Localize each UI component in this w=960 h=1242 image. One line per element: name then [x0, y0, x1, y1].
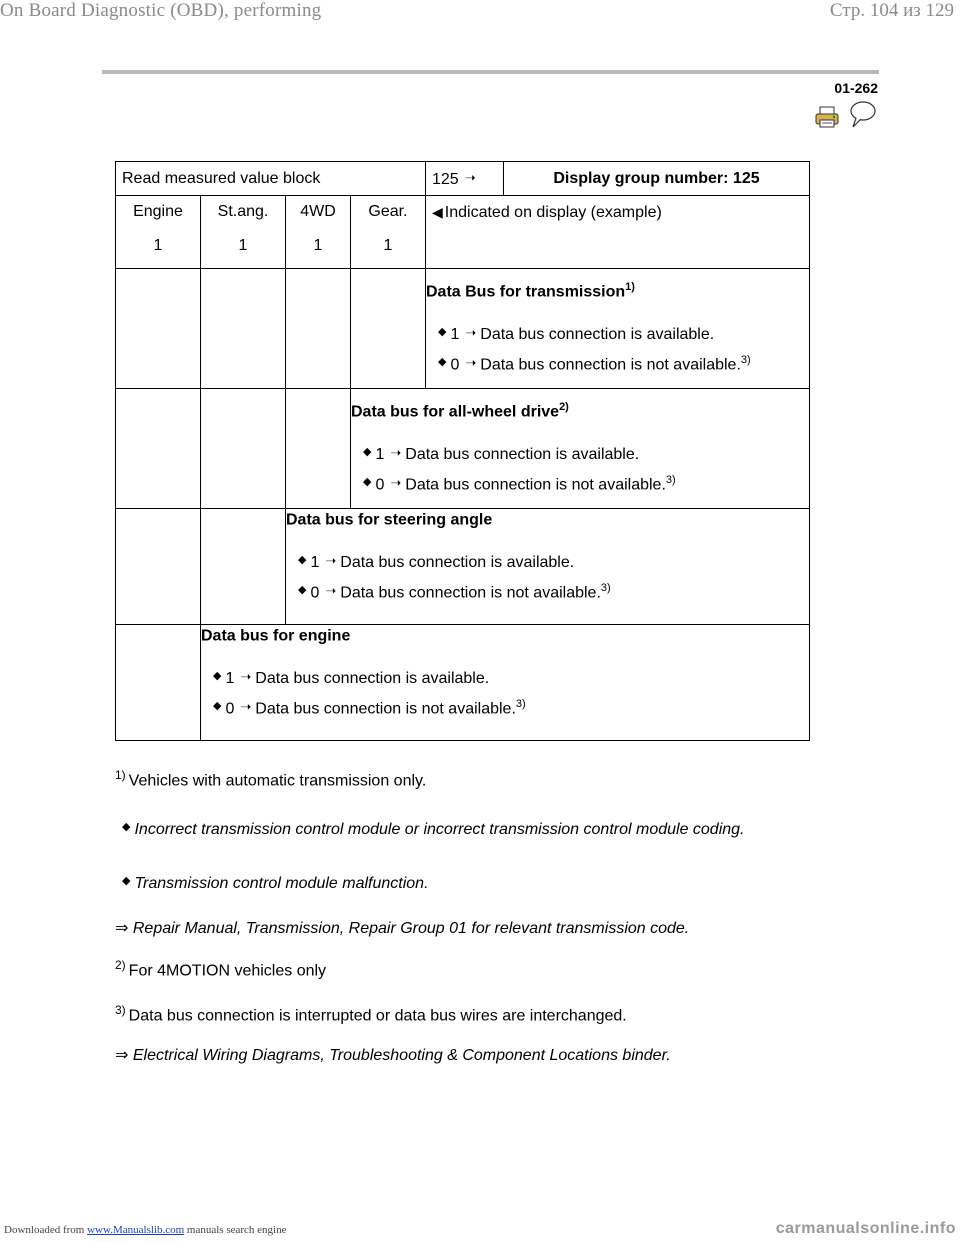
- double-arrow-icon: ⇒: [115, 1047, 129, 1064]
- empty-cell: [201, 509, 286, 625]
- status-text: Data bus connection is not available.: [255, 700, 516, 718]
- empty-cell: [201, 269, 286, 389]
- footnote-ref: 3): [600, 582, 611, 594]
- footnote-text: Vehicles with automatic transmission only.: [128, 772, 427, 790]
- diamond-bullet-icon: ◆: [122, 875, 131, 887]
- section-transmission: [426, 269, 810, 389]
- double-arrow-icon: ⇒: [115, 920, 129, 937]
- diamond-bullet-icon: ◆: [363, 476, 372, 489]
- column-value: 1: [153, 237, 163, 254]
- status-text: Data bus connection is available.: [480, 326, 715, 343]
- block-number-cell: [426, 162, 504, 196]
- column-value: 1: [313, 237, 323, 254]
- diamond-bullet-icon: ◆: [438, 326, 447, 338]
- page-counter: Стр. 104 из 129: [829, 0, 954, 21]
- cause-item: [122, 874, 429, 893]
- footnote-ref: 1): [625, 281, 635, 293]
- footnote-mark: 2): [115, 958, 126, 972]
- value: 1: [375, 446, 385, 463]
- reference-text: Repair Manual, Transmission, Repair Group 01 for relevant transmission code.: [132, 920, 690, 937]
- empty-cell: [116, 269, 201, 389]
- footnote-ref: 3): [740, 354, 751, 366]
- column-4wd: [286, 196, 351, 269]
- reference-link[interactable]: [115, 1045, 671, 1065]
- display-group-cell: [504, 162, 810, 196]
- section-title: Data bus for steering angle: [286, 511, 493, 529]
- status-text: Data bus connection is not available.: [480, 356, 741, 374]
- section-title: Data bus for all-wheel drive: [351, 403, 560, 421]
- triangle-left-icon: ◀: [432, 204, 443, 220]
- value: 0: [310, 584, 320, 602]
- empty-cell: [116, 625, 201, 741]
- footnote-text: Data bus connection is interrupted or data bus wires are interchanged.: [128, 1007, 627, 1025]
- value: 0: [450, 356, 460, 374]
- arrow-right-icon: ➝: [325, 583, 337, 599]
- column-label: Engine: [133, 203, 183, 220]
- column-label: Gear.: [368, 203, 408, 220]
- diamond-bullet-icon: ◆: [213, 700, 222, 713]
- footnote-ref: 3): [665, 474, 676, 486]
- cause-text: Incorrect transmission control module or incorrect transmission control module coding.: [134, 821, 745, 838]
- column-value: 1: [383, 237, 393, 254]
- status-text: Data bus connection is not available.: [405, 476, 666, 494]
- diamond-bullet-icon: ◆: [298, 584, 307, 597]
- arrow-right-icon: ➝: [465, 355, 477, 371]
- diamond-bullet-icon: ◆: [438, 356, 447, 369]
- arrow-right-icon: ➝: [390, 475, 402, 491]
- footnote-1: [115, 768, 426, 790]
- column-label: 4WD: [300, 203, 336, 220]
- page-header-title: On Board Diagnostic (OBD), performing: [0, 0, 322, 21]
- footnote-ref: 3): [515, 698, 526, 710]
- footnote-mark: 3): [115, 1003, 126, 1017]
- watermark: carmanualsonline.info: [775, 1220, 956, 1237]
- arrow-right-icon: ➝: [240, 669, 252, 684]
- measured-value-table: [115, 161, 810, 741]
- arrow-right-icon: ➝: [325, 553, 337, 568]
- column-gear: [351, 196, 426, 269]
- diamond-bullet-icon: ◆: [363, 446, 372, 458]
- empty-cell: [351, 269, 426, 389]
- status-text: Data bus connection is available.: [340, 554, 575, 571]
- arrow-right-icon: ➝: [464, 170, 476, 185]
- section-engine: [201, 625, 810, 741]
- value: 1: [310, 554, 320, 571]
- read-block-label: Read measured value block: [122, 170, 321, 187]
- display-group-number: Display group number: 125: [553, 170, 760, 187]
- column-value: 1: [238, 237, 248, 254]
- status-text: Data bus connection is not available.: [340, 584, 601, 602]
- cause-text: Transmission control module malfunction.: [134, 875, 429, 892]
- footnote-2: [115, 958, 326, 980]
- column-steering-angle: [201, 196, 286, 269]
- empty-cell: [286, 389, 351, 509]
- manualslib-link[interactable]: www.Manualslib.com: [87, 1224, 185, 1236]
- indicated-cell: [426, 196, 810, 269]
- read-block-label-cell: [116, 162, 426, 196]
- footnote-3: [115, 1003, 627, 1025]
- printer-icon[interactable]: [815, 106, 839, 128]
- document-number: 01-262: [834, 80, 878, 96]
- value: 1: [450, 326, 460, 343]
- empty-cell: [201, 389, 286, 509]
- download-footer: [4, 1224, 286, 1236]
- reference-link[interactable]: [115, 918, 689, 938]
- reference-text: Electrical Wiring Diagrams, Troubleshooting & Component Locations binder.: [132, 1047, 671, 1064]
- empty-cell: [286, 269, 351, 389]
- footer-suffix: manuals search engine: [186, 1224, 287, 1236]
- footnote-text: For 4MOTION vehicles only: [128, 962, 327, 980]
- section-all-wheel-drive: [351, 389, 810, 509]
- diamond-bullet-icon: ◆: [213, 670, 222, 682]
- arrow-right-icon: ➝: [465, 325, 477, 340]
- value: 0: [375, 476, 385, 494]
- value: 1: [225, 670, 235, 687]
- footnote-ref: 2): [559, 401, 569, 413]
- footer-prefix: Downloaded from: [4, 1224, 85, 1236]
- header-divider: [102, 70, 879, 74]
- speech-bubble-icon[interactable]: [847, 100, 877, 130]
- section-title: Data Bus for transmission: [426, 283, 626, 301]
- section-steering-angle: [286, 509, 810, 625]
- value: 0: [225, 700, 235, 718]
- diamond-bullet-icon: ◆: [122, 821, 131, 833]
- block-number: 125: [432, 171, 459, 188]
- status-text: Data bus connection is available.: [405, 446, 640, 463]
- arrow-right-icon: ➝: [240, 699, 252, 715]
- cause-item: [122, 820, 745, 839]
- column-engine: [116, 196, 201, 269]
- status-text: Data bus connection is available.: [255, 670, 490, 687]
- arrow-right-icon: ➝: [390, 445, 402, 460]
- empty-cell: [116, 389, 201, 509]
- column-label: St.ang.: [217, 203, 269, 220]
- indicated-on-display: Indicated on display (example): [444, 204, 662, 221]
- diamond-bullet-icon: ◆: [298, 554, 307, 566]
- empty-cell: [116, 509, 201, 625]
- section-title: Data bus for engine: [201, 627, 351, 645]
- footnote-mark: 1): [115, 768, 126, 782]
